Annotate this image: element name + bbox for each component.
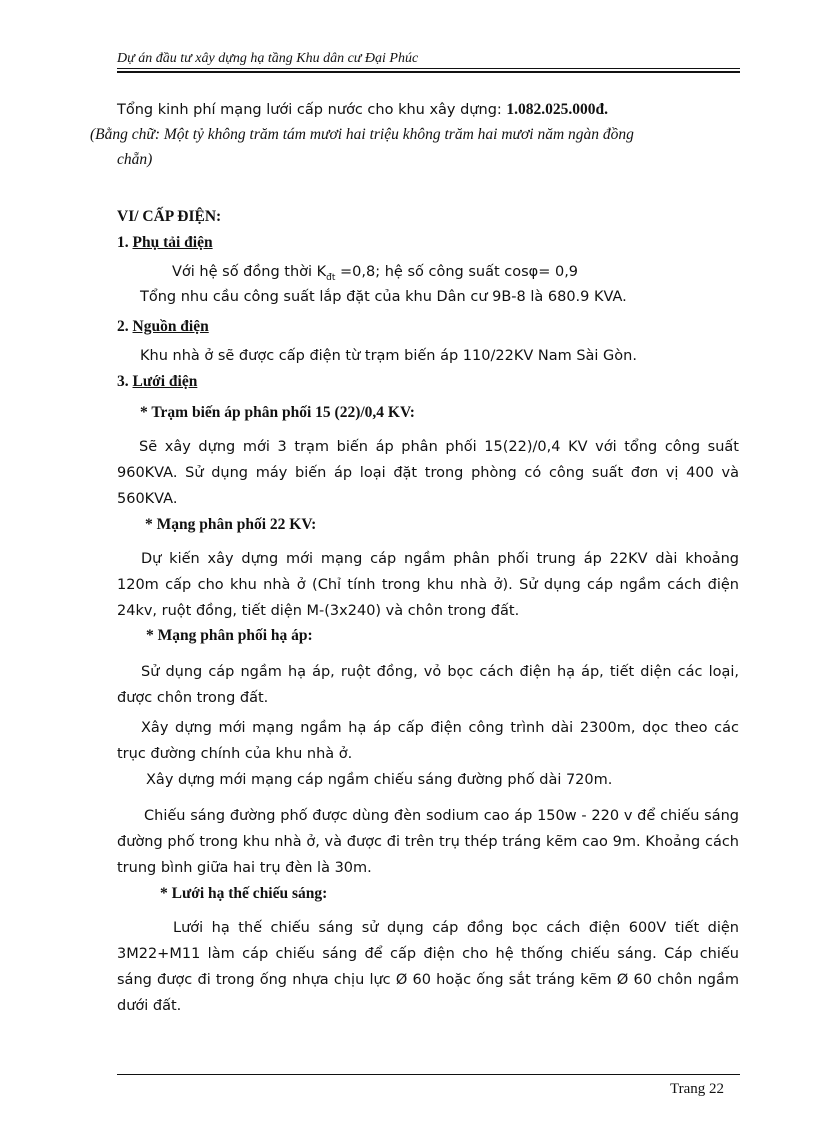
- heading-text: Lưới điện: [132, 373, 198, 390]
- subheading-tram-bien-ap: * Trạm biến áp phân phối 15 (22)/0,4 KV:: [140, 404, 415, 421]
- para-ha-ap-3: Xây dựng mới mạng cáp ngầm chiếu sáng đường phố dài 720m.: [146, 772, 613, 788]
- cost-line: [117, 101, 608, 119]
- page-header-title: Dự án đầu tư xây dựng hạ tầng Khu dân cư Đại Phúc: [117, 51, 419, 66]
- subheading-ha-ap: * Mạng phân phối hạ áp:: [146, 627, 313, 644]
- nguon-dien-line1: Khu nhà ở sẽ được cấp điện từ trạm biến áp 110/22KV Nam Sài Gòn.: [140, 348, 637, 364]
- subheading-chieu-sang: * Lưới hạ thế chiếu sáng:: [160, 885, 328, 902]
- subheading-mang-22kv: * Mạng phân phối 22 KV:: [145, 516, 317, 533]
- cost-words-line1: (Bằng chữ: Một tỷ không trăm tám mươi hai triệu không trăm hai mươi năm ngàn đồng: [90, 126, 634, 143]
- coefficient-subscript: đt: [326, 272, 336, 283]
- para-ha-ap-1: Sử dụng cáp ngầm hạ áp, ruột đồng, vỏ bọc cách điện hạ áp, tiết diện các loại, được chôn trong đất.: [117, 664, 739, 706]
- heading-number: 3.: [117, 373, 133, 390]
- coefficient-text-rest: =0,8; hệ số công suất cosφ= 0,9: [335, 264, 579, 280]
- header-rule-thick: [117, 71, 740, 73]
- coefficient-text: Với hệ số đồng thời K: [172, 264, 327, 280]
- heading-phu-tai-dien: [117, 234, 213, 252]
- phu-tai-line2: Tổng nhu cầu công suất lắp đặt của khu Dân cư 9B-8 là 680.9 KVA.: [140, 289, 627, 305]
- heading-text: Phụ tải điện: [132, 234, 213, 251]
- heading-text: Nguồn điện: [132, 318, 209, 335]
- heading-luoi-dien: [117, 373, 197, 391]
- section-title: VI/ CẤP ĐIỆN:: [117, 208, 222, 225]
- para-tram-bien-ap: Sẽ xây dựng mới 3 trạm biến áp phân phối 15(22)/0,4 KV với tổng công suất 960KVA. Sử dụng máy biến áp loại đặt trong phòng có công suất đơn vị 400 và 560KVA.: [117, 439, 739, 507]
- heading-number: 1.: [117, 234, 133, 251]
- cost-label: Tổng kinh phí mạng lưới cấp nước cho khu xây dựng:: [117, 102, 507, 118]
- cost-value: 1.082.025.000đ.: [506, 101, 609, 118]
- heading-number: 2.: [117, 318, 133, 335]
- para-chieu-sang: Lưới hạ thế chiếu sáng sử dụng cáp đồng bọc cách điện 600V tiết diện 3M22+M11 làm cáp chiếu sáng để cấp điện cho hệ thống chiếu sáng. Cáp chiếu sáng được đi trong ống nhựa chịu lực Ø 60 hoặc ống sắt tráng kẽm Ø 60 chôn ngầm dưới đất.: [117, 920, 739, 1014]
- page-number: Trang 22: [670, 1081, 725, 1097]
- footer-rule: [117, 1074, 740, 1075]
- heading-nguon-dien: [117, 318, 209, 336]
- para-ha-ap-2: Xây dựng mới mạng ngầm hạ áp cấp điện công trình dài 2300m, dọc theo các trục đường chính của khu nhà ở.: [117, 720, 739, 762]
- cost-words-line2: chẵn): [117, 151, 153, 168]
- para-ha-ap-4: Chiếu sáng đường phố được dùng đèn sodium cao áp 150w - 220 v để chiếu sáng đường phố trong khu nhà ở, và được đi trên trụ thép tráng kẽm cao 9m. Khoảng cách trung bình giữa hai trụ đèn là 30m.: [117, 808, 739, 876]
- para-mang-22kv: Dự kiến xây dựng mới mạng cáp ngầm phân phối trung áp 22KV dài khoảng 120m cấp cho khu nhà ở (Chỉ tính trong khu nhà ở). Sử dụng cáp ngầm cách điện 24kv, ruột đồng, tiết diện M-(3x240) và chôn trong đất.: [117, 551, 739, 619]
- header-rule-thin: [117, 68, 740, 69]
- phu-tai-line1: [172, 264, 578, 283]
